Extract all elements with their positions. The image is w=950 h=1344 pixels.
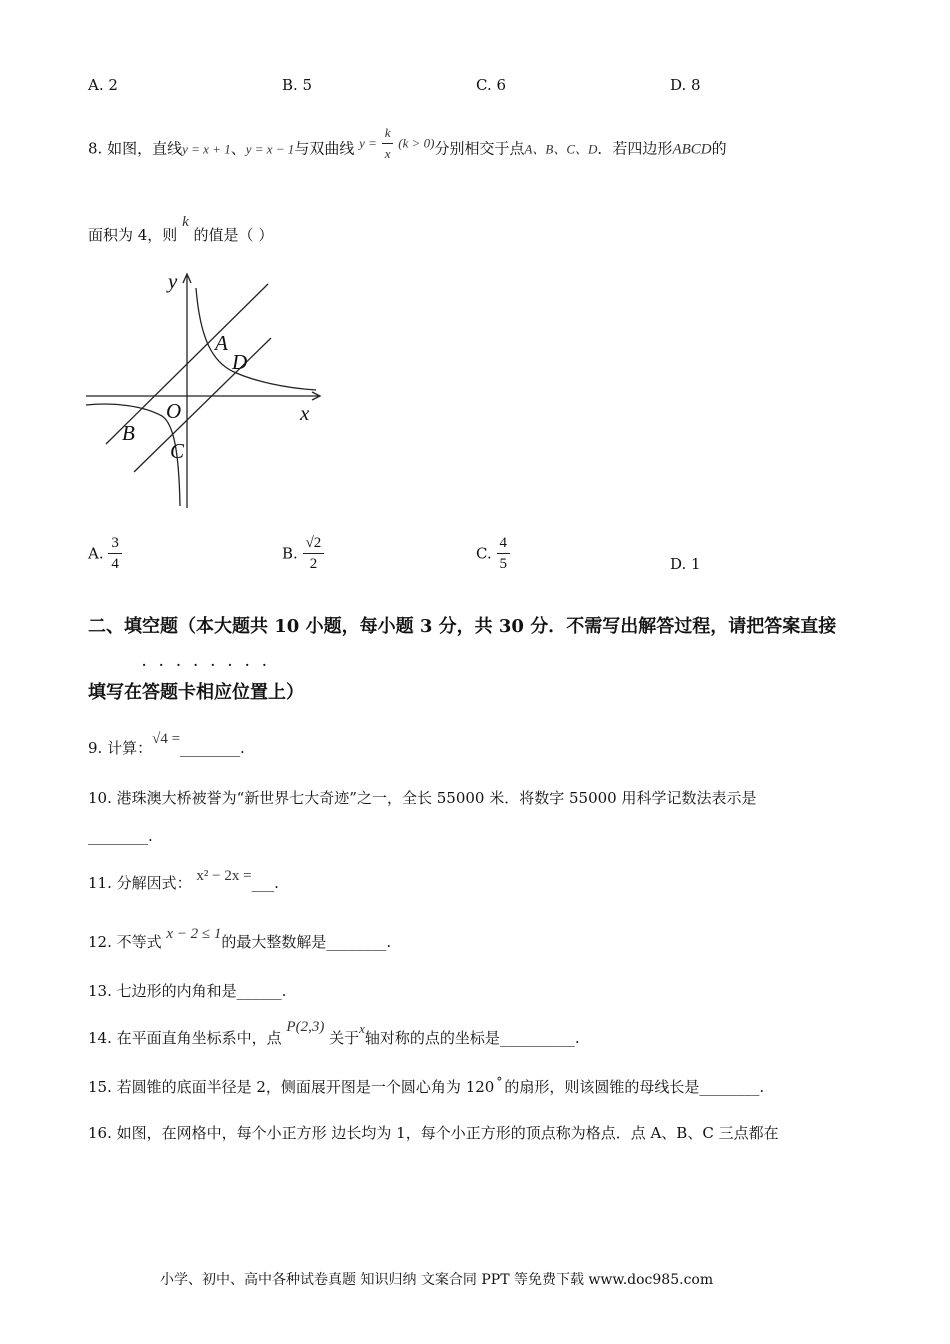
q8-option-c (476, 533, 510, 574)
q15-text: 15. 若圆锥的底面半径是 2，侧面展开图是一个圆心角为 120 (88, 1078, 495, 1096)
q7-option-b: B. 5 (282, 76, 313, 94)
q14-tail: 轴对称的点的坐标是__________. (364, 1029, 580, 1047)
label-c: C (170, 439, 185, 463)
q12-tail: 的最大整数解是________. (221, 933, 392, 951)
q8-option-a-label: A. (88, 544, 104, 563)
q7-option-d: D. 8 (670, 76, 701, 94)
q7-option-c: C. 6 (476, 76, 507, 94)
question-14 (88, 1019, 580, 1048)
label-a: A (215, 331, 228, 355)
q8-hyperbola (359, 123, 434, 164)
question-16: 16. 如图，在网格中，每个小正方形 边长均为 1，每个小正方形的顶点称为格点．点 A、B、C 三点都在 (88, 1124, 779, 1142)
q9-math: √4 = (152, 731, 181, 747)
q8-option-b (282, 533, 324, 574)
q8-k: k (182, 214, 189, 230)
q14-point: P(2,3) (286, 1019, 325, 1035)
q8-option-b-label: B. (282, 544, 298, 563)
q15-tail: 的扇形，则该圆锥的母线长是________. (504, 1078, 765, 1096)
q8-stem-line1 (88, 125, 727, 164)
q8-option-a-fraction (108, 533, 122, 574)
hyperbola-cond: (k > 0) (398, 135, 435, 151)
q8-option-c-label: C. (476, 544, 492, 563)
q12-text: 12. 不等式 (88, 933, 162, 951)
label-x: x (300, 401, 310, 425)
emphasis-dots: ········ (142, 658, 280, 672)
q8-option-d (670, 555, 701, 573)
q8-points: A、B、C、D (524, 141, 598, 157)
section2-heading-line2 (88, 658, 304, 704)
q8-figure (84, 268, 334, 513)
q8-text2: 与双曲线 (294, 139, 355, 158)
q9-blank: ________. (180, 739, 245, 757)
q14-axis: x (359, 1021, 365, 1036)
q8-line1: y = x + 1 (182, 141, 231, 157)
q7-option-a: A. 2 (88, 76, 118, 94)
hyperbola-num: k (382, 123, 394, 144)
label-y: y (168, 269, 178, 293)
frac-num: √2 (303, 533, 325, 554)
q8-sep: 、 (230, 139, 246, 158)
q8-text4: ．若四边形 (597, 139, 673, 158)
q9-text: 9. 计算： (88, 739, 153, 757)
question-15 (88, 1076, 764, 1097)
section2-heading-line1: 二、填空题（本大题共 10 小题，每小题 3 分，共 30 分．不需写出解答过程，请把答案直接 (88, 616, 837, 637)
q8-text1: 如图，直线 (107, 139, 183, 158)
q8-text3: 分别相交于点 (434, 139, 525, 158)
hyperbola-lhs: y = (359, 135, 377, 151)
q8-text5: 的 (711, 139, 727, 158)
q8-option-b-fraction (303, 533, 325, 574)
q8-stem-line2 (88, 214, 274, 245)
hyperbola-branch-q1 (196, 288, 316, 390)
q12-math: x − 2 ≤ 1 (166, 926, 222, 942)
q8-option-a (88, 533, 122, 574)
question-9 (88, 731, 245, 758)
q14-text: 14. 在平面直角坐标系中，点 (88, 1029, 282, 1047)
heading-emphasis (142, 658, 286, 704)
q14-mid: 关于 (329, 1029, 360, 1047)
q11-blank: ___. (251, 874, 279, 892)
q11-math: x² − 2x = (196, 868, 252, 884)
q11-text: 11. 分解因式： (88, 874, 192, 892)
q8-text6: 面积为 4，则 (88, 226, 178, 244)
q8-line2: y = x − 1 (245, 141, 295, 157)
q8-text7: 的值是（ ） (193, 226, 274, 244)
q8-number: 8. (88, 139, 103, 158)
heading-part-b: 答题卡相应位置上 (142, 682, 286, 703)
question-12 (88, 926, 392, 952)
label-b: B (122, 421, 135, 445)
hyperbola-den: x (384, 146, 391, 161)
frac-num: 3 (108, 533, 122, 554)
hyperbola-fraction (382, 123, 394, 164)
frac-den: 4 (111, 556, 119, 572)
q15-degree: ° (496, 1075, 503, 1089)
frac-den: 5 (499, 556, 507, 572)
q8-option-d-label: D. (670, 555, 687, 573)
heading-part-c: ） (286, 682, 304, 703)
frac-den: 2 (309, 556, 318, 572)
label-d: D (232, 350, 248, 374)
label-o: O (166, 399, 182, 423)
q8-option-c-fraction (497, 533, 511, 574)
question-10-blank: ________. (88, 827, 153, 845)
question-13: 13. 七边形的内角和是______. (88, 982, 287, 1000)
footer: 小学、初中、高中各种试卷真题 知识归纳 文案合同 PPT 等免费下载 www.doc985.com (160, 1272, 714, 1288)
heading-part-a: 填写在 (88, 682, 142, 703)
frac-num: 4 (497, 533, 511, 554)
question-10: 10. 港珠澳大桥被誉为“新世界七大奇迹”之一，全长 55000 米．将数字 55000 用科学记数法表示是 (88, 789, 757, 807)
question-11 (88, 868, 279, 893)
q8-quad: ABCD (672, 141, 712, 158)
q8-option-d-value: 1 (691, 555, 701, 573)
line-y-eq-x-minus-1 (134, 338, 271, 472)
